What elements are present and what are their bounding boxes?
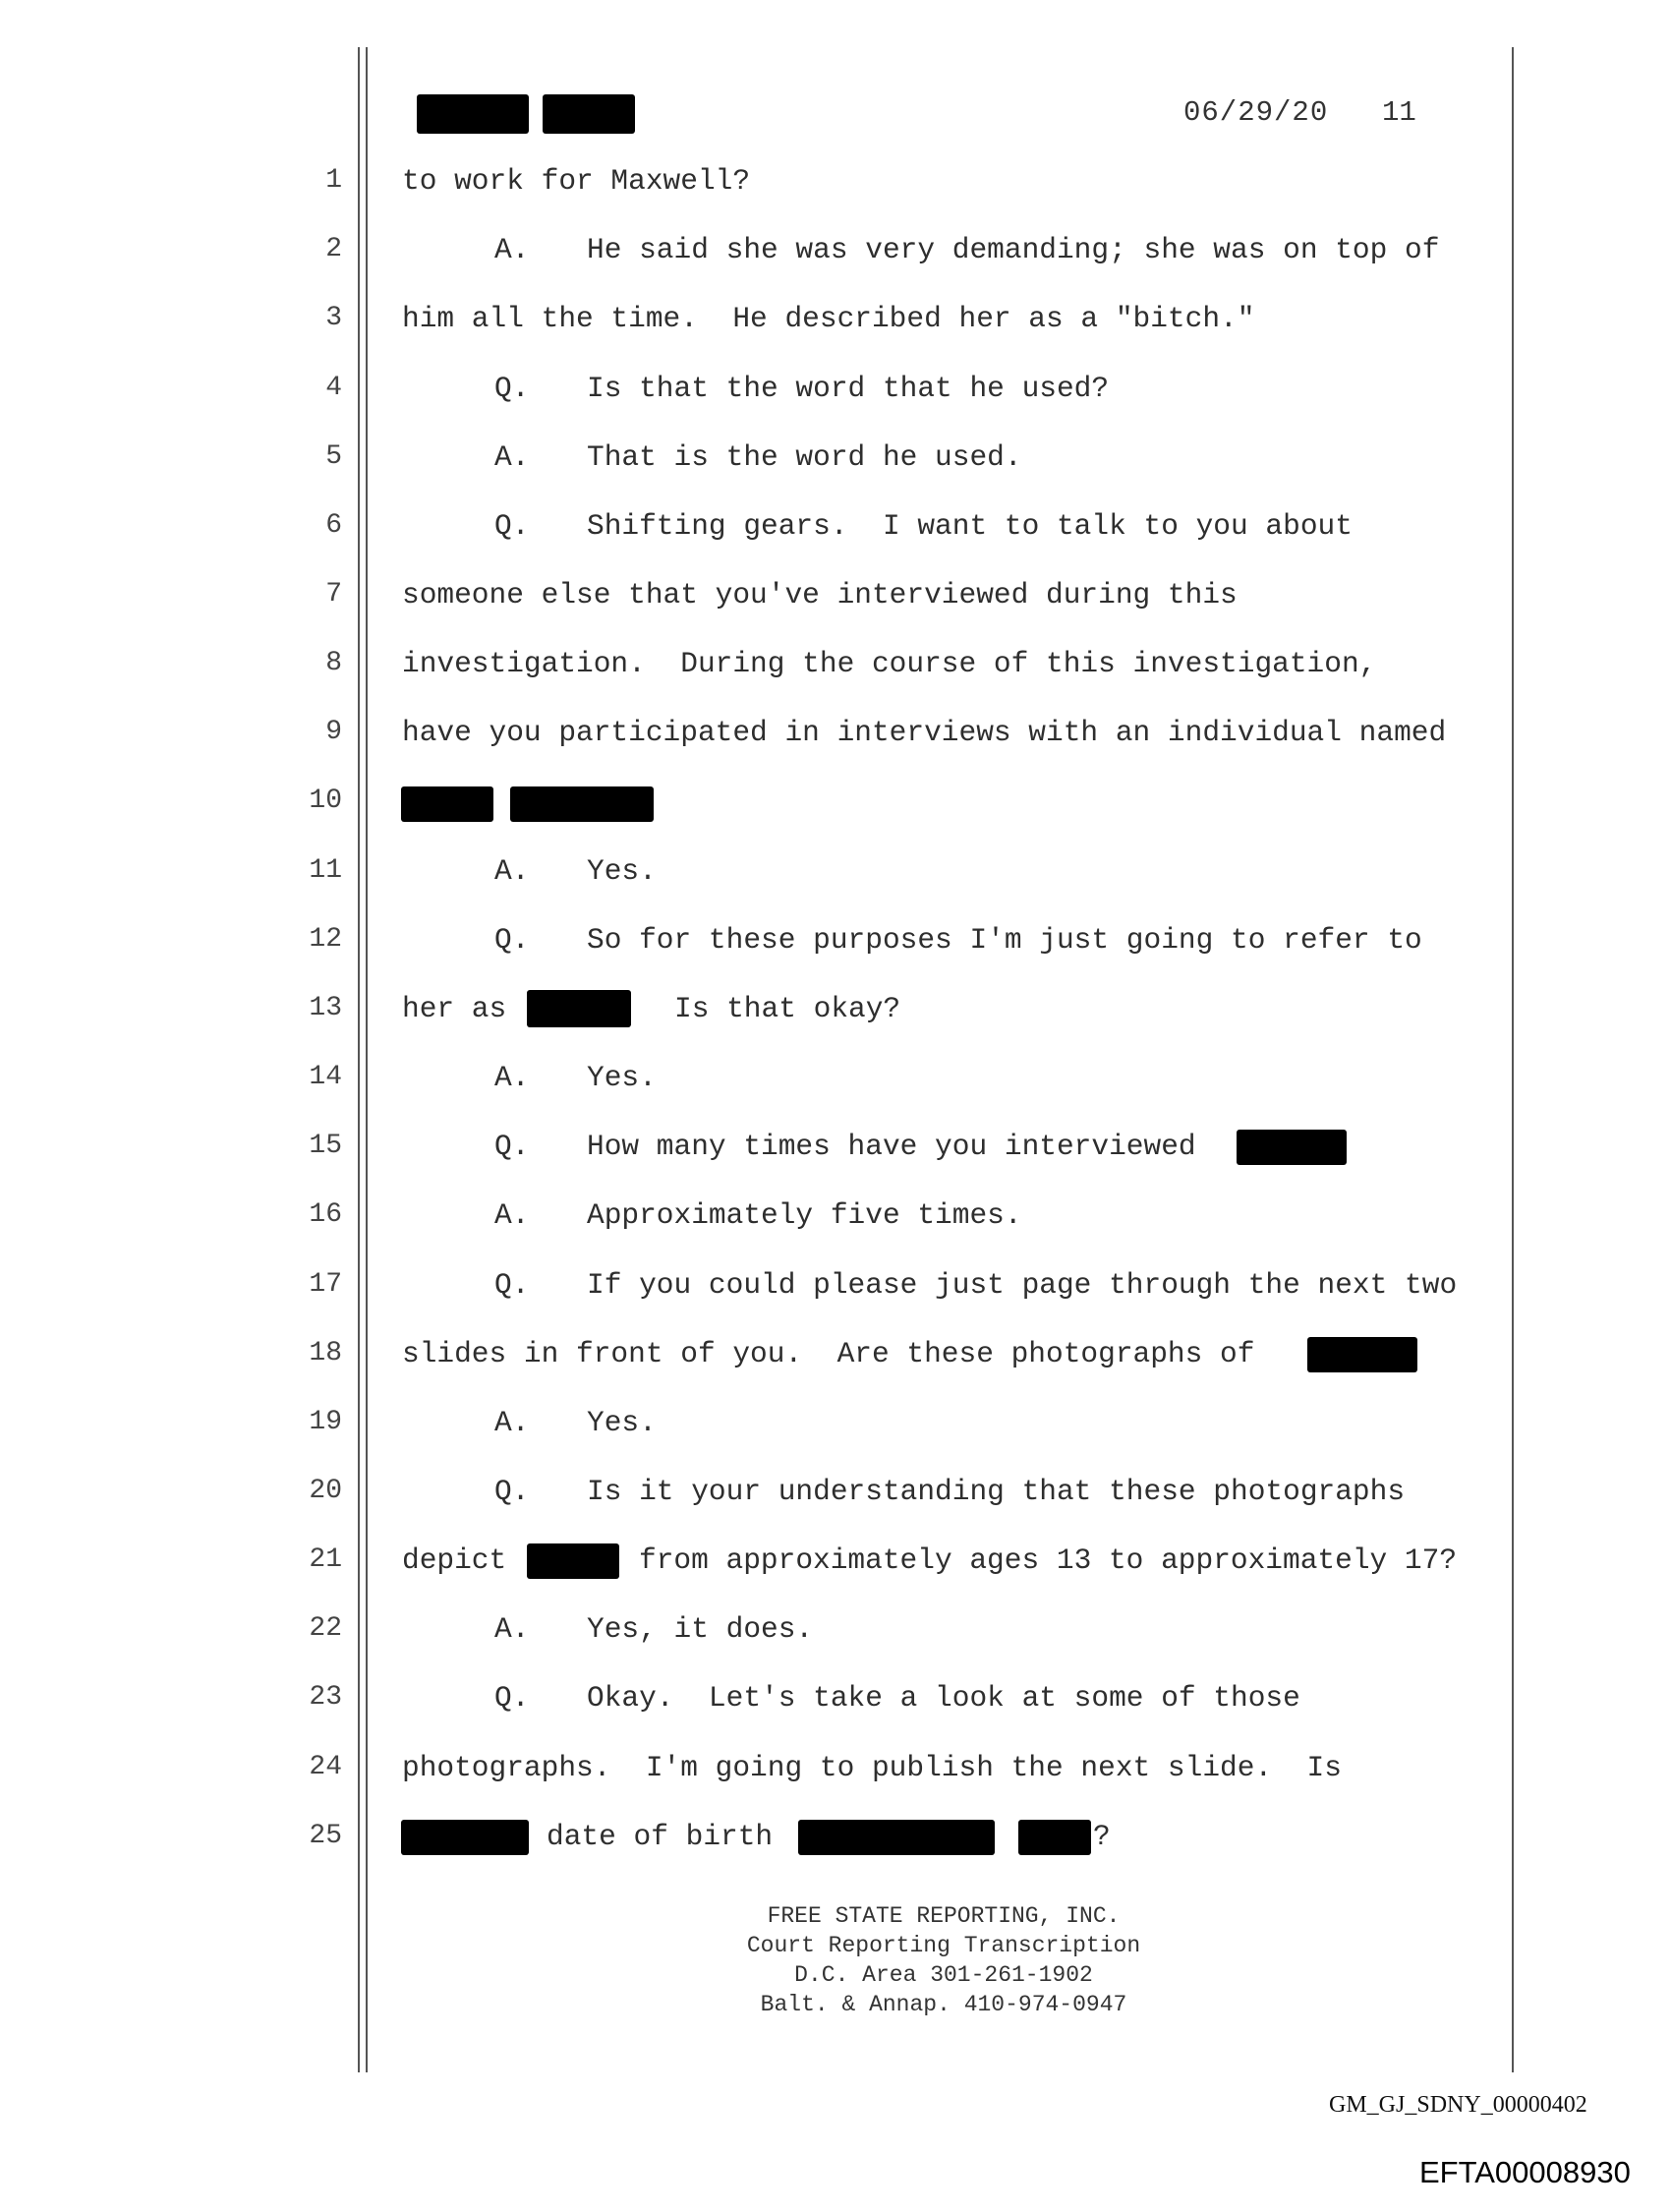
footer-balt-phone: Balt. & Annap. 410-974-0947 — [760, 1992, 1127, 2017]
header-page-number: 11 — [1382, 96, 1416, 129]
line-number: 19 — [309, 1407, 342, 1437]
transcript-line-continued: from approximately ages 13 to approximately 17? — [639, 1543, 1458, 1577]
line-number: 17 — [309, 1269, 342, 1300]
transcript-line-continued: Is that okay? — [674, 992, 901, 1025]
line-number: 21 — [309, 1544, 342, 1575]
transcript-line: A. Yes. — [494, 854, 657, 888]
transcript-line: Q. If you could please just page through the next two — [494, 1268, 1458, 1302]
speaker-label: Q. — [494, 1268, 530, 1302]
line-number: 11 — [309, 855, 342, 886]
line-number: 13 — [309, 993, 342, 1023]
bates-number: GM_GJ_SDNY_00000402 — [1329, 2092, 1587, 2118]
transcript-line: Q. Shifting gears. I want to talk to you about — [494, 509, 1353, 543]
transcript-line: A. He said she was very demanding; she was on top of — [494, 233, 1440, 266]
header-redaction — [543, 94, 635, 134]
speaker-label: A. — [494, 1198, 530, 1232]
footer-dc-phone: D.C. Area 301-261-1902 — [794, 1962, 1093, 1988]
line-number: 8 — [325, 648, 342, 678]
transcript-line: her as — [402, 992, 507, 1025]
transcript-line: A. Yes. — [494, 1406, 657, 1439]
transcript-line-continued: ? — [1093, 1820, 1111, 1853]
line-number: 16 — [309, 1199, 342, 1230]
transcript-line: A. That is the word he used. — [494, 440, 1022, 474]
efta-number: EFTA00008930 — [1419, 2155, 1631, 2189]
redacted-name — [401, 786, 493, 822]
transcript-line: Q. Is that the word that he used? — [494, 372, 1110, 405]
reporting-footer — [629, 1901, 1258, 2019]
line-number: 20 — [309, 1476, 342, 1506]
transcript-line: to work for Maxwell? — [402, 164, 751, 198]
line-number: 3 — [325, 303, 342, 333]
line-number: 25 — [309, 1821, 342, 1851]
speaker-label: Q. — [494, 372, 530, 405]
line-number: 24 — [309, 1752, 342, 1782]
transcript-line: have you participated in interviews with an individual named — [402, 716, 1447, 749]
speaker-label: A. — [494, 1061, 530, 1094]
line-number: 7 — [325, 579, 342, 610]
speaker-label: A. — [494, 854, 530, 888]
transcript-line: A. Approximately five times. — [494, 1198, 1022, 1232]
transcript-line: him all the time. He described her as a "bitch." — [402, 302, 1255, 335]
redacted-date — [1018, 1820, 1091, 1855]
line-number: 9 — [325, 717, 342, 747]
transcript-line: Q. So for these purposes I'm just going to refer to — [494, 923, 1422, 957]
line-number: 23 — [309, 1682, 342, 1713]
transcript-line: date of birth — [547, 1820, 774, 1853]
speaker-label: Q. — [494, 509, 530, 543]
line-number: 12 — [309, 924, 342, 955]
transcript-line: A. Yes, it does. — [494, 1612, 814, 1646]
speaker-label: Q. — [494, 1681, 530, 1715]
left-margin-rule — [358, 47, 360, 2072]
line-number: 18 — [309, 1338, 342, 1368]
transcript-line: photographs. I'm going to publish the next slide. Is — [402, 1751, 1342, 1784]
redacted-name — [527, 990, 631, 1027]
line-number: 10 — [309, 786, 342, 816]
redacted-name — [1307, 1337, 1417, 1372]
header-date: 06/29/20 — [1183, 96, 1329, 129]
speaker-label: A. — [494, 440, 530, 474]
line-number: 14 — [309, 1062, 342, 1092]
header-redaction — [417, 94, 529, 134]
transcript-line: Q. Is it your understanding that these photographs — [494, 1475, 1406, 1508]
line-number: 22 — [309, 1613, 342, 1644]
line-number: 15 — [309, 1131, 342, 1161]
redacted-name — [510, 786, 654, 822]
footer-service: Court Reporting Transcription — [746, 1933, 1141, 1958]
redacted-name — [401, 1820, 529, 1855]
speaker-label: Q. — [494, 1475, 530, 1508]
speaker-label: Q. — [494, 1130, 530, 1163]
line-number: 4 — [325, 373, 342, 403]
speaker-label: A. — [494, 1406, 530, 1439]
redacted-name — [527, 1543, 619, 1579]
transcript-line: Q. Okay. Let's take a look at some of those — [494, 1681, 1300, 1715]
line-number: 1 — [325, 165, 342, 196]
transcript-line: Q. How many times have you interviewed — [494, 1130, 1196, 1163]
line-number: 6 — [325, 510, 342, 541]
transcript-line: slides in front of you. Are these photographs of — [402, 1337, 1255, 1370]
speaker-label: A. — [494, 1612, 530, 1646]
footer-company: FREE STATE REPORTING, INC. — [767, 1903, 1121, 1929]
right-margin-rule — [1512, 47, 1514, 2072]
transcript-line: A. Yes. — [494, 1061, 657, 1094]
speaker-label: A. — [494, 233, 530, 266]
line-number: 2 — [325, 234, 342, 264]
redacted-name — [1237, 1130, 1347, 1165]
transcript-line: depict — [402, 1543, 507, 1577]
redacted-date — [798, 1820, 995, 1855]
line-number: 5 — [325, 441, 342, 472]
transcript-line: someone else that you've interviewed during this — [402, 578, 1238, 611]
left-margin-rule-inner — [366, 47, 368, 2072]
transcript-line: investigation. During the course of this investigation, — [402, 647, 1377, 680]
speaker-label: Q. — [494, 923, 530, 957]
